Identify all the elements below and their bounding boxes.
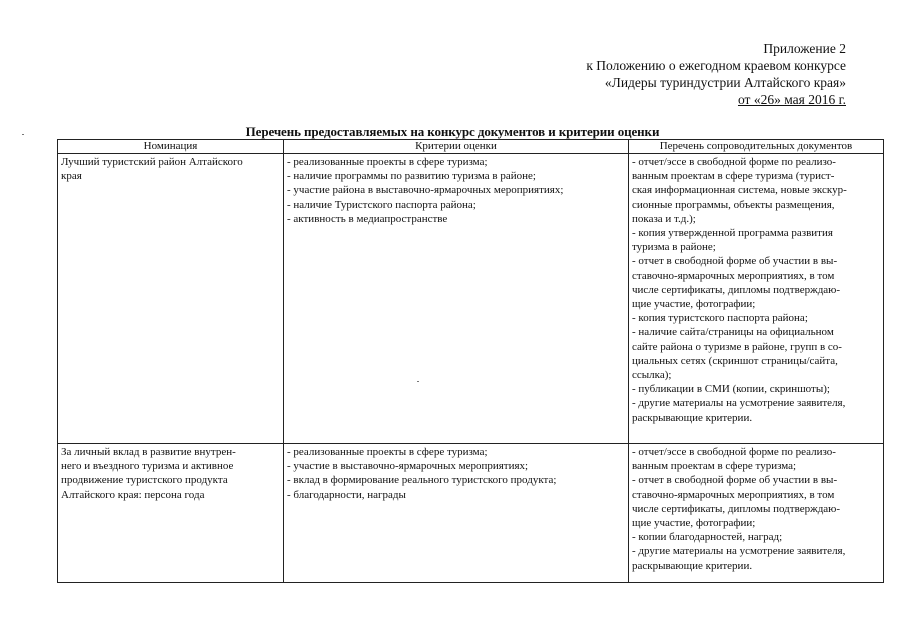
text-line: края — [61, 170, 82, 183]
text-line: раскрывающие критерии. — [632, 411, 753, 424]
text-line: - наличие сайта/страницы на официальном — [632, 326, 834, 339]
documents-cell — [629, 154, 884, 444]
criteria-item: - наличие Туристского паспорта района; — [287, 198, 476, 211]
text-line: него и въездного туризма и активное — [61, 460, 234, 473]
criteria-item: - реализованные проекты в сфере туризма; — [287, 446, 488, 458]
criteria-item: - участие района в выставочно-ярмарочных мероприятиях; — [287, 184, 564, 197]
nomination-cell — [58, 444, 284, 583]
text-line: сионные программы, объекты размещения, — [632, 198, 835, 211]
appendix-number: Приложение 2 — [763, 41, 846, 56]
documents-cell — [629, 444, 884, 583]
table-row — [58, 154, 884, 444]
criteria-cell — [284, 444, 629, 583]
contest-name: «Лидеры туриндустрии Алтайского края» — [604, 75, 846, 90]
column-header-nomination: Номинация — [58, 140, 284, 154]
text-line: - отчет в свободной форме об участии в вы- — [632, 474, 838, 487]
text-line: числе сертификаты, дипломы подтверждаю- — [632, 502, 841, 515]
criteria-item: - участие в выставочно-ярмарочных мероприятиях; — [287, 460, 529, 473]
criteria-item: - активность в медиапространстве — [287, 212, 448, 225]
table-header-row — [58, 140, 884, 154]
text-line: ссылка); — [632, 369, 672, 382]
text-line: - отчет/эссе в свободной форме по реализо- — [632, 446, 836, 458]
text-line: - публикации в СМИ (копии, скриншоты); — [632, 383, 830, 396]
text-line: - другие материалы на усмотрение заявителя, — [632, 545, 846, 558]
text-line: щие участие, фотографии; — [632, 298, 756, 311]
text-line: раскрывающие критерии. — [632, 559, 753, 572]
text-line: продвижение туристского продукта — [61, 474, 228, 487]
text-line: циальных сетях (скриншот страницы/сайта, — [632, 354, 838, 367]
text-line: Алтайского края: персона года — [61, 488, 205, 501]
text-line: ставочно-ярмарочных мероприятиях, в том — [632, 269, 835, 282]
text-line: - другие материалы на усмотрение заявителя, — [632, 397, 846, 410]
appendix-header — [506, 40, 846, 108]
text-line: ставочно-ярмарочных мероприятиях, в том — [632, 488, 835, 501]
criteria-item: - наличие программы по развитию туризма в районе; — [287, 170, 536, 183]
approval-date: от «26» мая 2016 г. — [737, 92, 846, 107]
text-line: ванным проектам в сфере туризма; — [632, 460, 797, 473]
text-line: туризма в районе; — [632, 241, 716, 254]
text-line: - копии благодарностей, наград; — [632, 531, 783, 544]
criteria-cell — [284, 154, 629, 444]
column-header-documents: Перечень сопроводительных документов — [629, 140, 884, 154]
text-line: показа и т.д.); — [632, 212, 696, 225]
text-line: ская информационная система, новые экскур- — [632, 184, 847, 197]
document-title: Перечень предоставляемых на конкурс документов и критерии оценки — [245, 124, 660, 139]
text-line: ванным проектам в сфере туризма (турист- — [632, 170, 835, 183]
table-row — [58, 444, 884, 583]
criteria-item: - вклад в формирование реального туристского продукта; — [287, 474, 557, 487]
nomination-cell — [58, 154, 284, 444]
text-line: Лучший туристский район Алтайского — [61, 156, 243, 168]
text-line: - отчет/эссе в свободной форме по реализо- — [632, 156, 836, 168]
text-line: сайте района о туризме в районе, групп в со- — [632, 340, 842, 353]
appendix-reference: к Положению о ежегодном краевом конкурсе — [586, 58, 846, 73]
criteria-table — [57, 139, 884, 583]
text-line: числе сертификаты, дипломы подтверждаю- — [632, 283, 841, 296]
criteria-item: - благодарности, награды — [287, 488, 406, 501]
column-header-criteria: Критерии оценки — [284, 140, 629, 154]
text-line: - отчет в свободной форме об участии в вы- — [632, 255, 838, 268]
text-line: - копия утвержденной программа развития — [632, 227, 833, 240]
text-line: щие участие, фотографии; — [632, 517, 756, 530]
criteria-item: - реализованные проекты в сфере туризма; — [287, 156, 488, 168]
text-line: За личный вклад в развитие внутрен- — [61, 446, 236, 458]
text-line: - копия туристского паспорта района; — [632, 312, 808, 325]
